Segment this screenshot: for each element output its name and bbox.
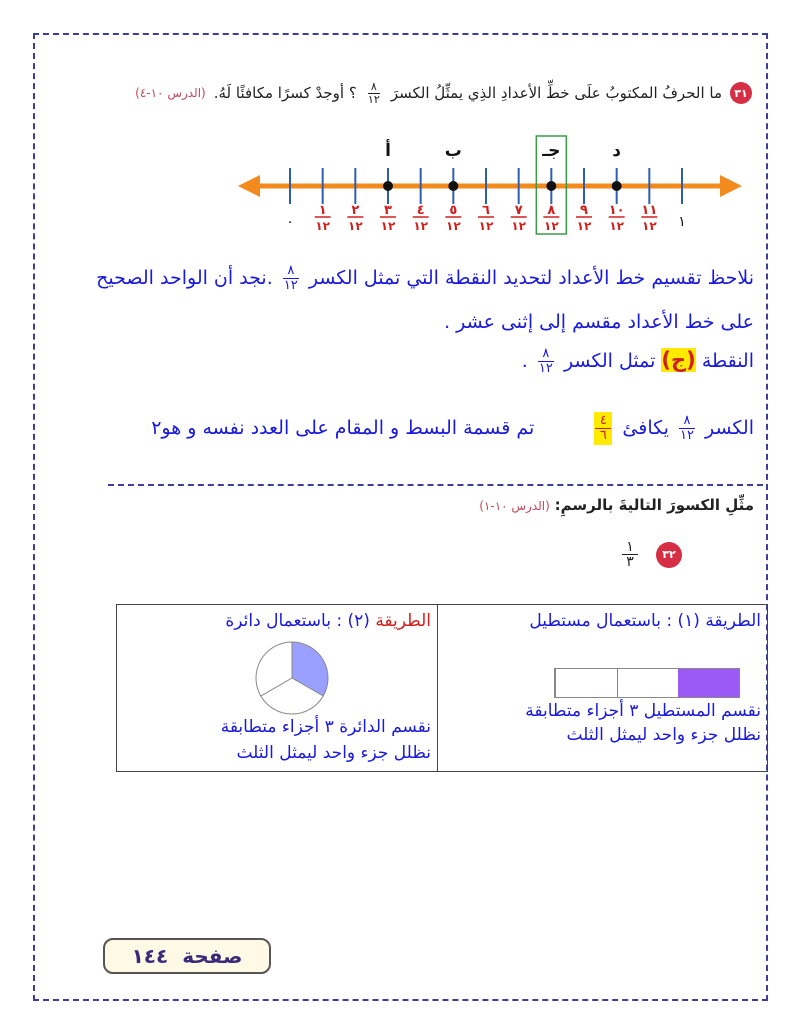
fraction-numerator: ٨	[542, 346, 550, 361]
explanation-line-4	[44, 412, 754, 445]
tick-fraction-numerator: ٦	[482, 203, 490, 218]
fraction-denominator: ١٢	[679, 428, 694, 443]
question-32-lesson: (الدرس ١٠-١)	[479, 499, 550, 513]
explanation-line-1-text: نلاحظ تقسيم خط الأعداد لتحديد النقطة التي تمثل الكسر	[308, 267, 754, 289]
method-2-title	[225, 609, 431, 633]
tick-fraction-denominator: ١٢	[544, 219, 559, 233]
tick-fraction-denominator: ١٢	[380, 219, 396, 233]
tick-fraction-numerator: ٢	[351, 203, 360, 218]
explanation-line-4-text: الكسر	[705, 417, 754, 439]
question-31-fraction	[368, 81, 380, 106]
method-1-cell	[437, 605, 767, 771]
fraction-numerator: ٨	[370, 79, 377, 93]
number-line-point	[383, 181, 393, 191]
tick-fraction-denominator: ١٢	[642, 219, 657, 233]
answer-letter: (ج)	[661, 348, 696, 372]
method-1-line-2: نظلل جزء واحد ليمثل الثلث	[566, 725, 761, 745]
method-2-cell	[117, 605, 437, 771]
explanation-fraction-2	[538, 347, 554, 376]
tick-fraction-denominator: ١٢	[348, 219, 363, 233]
question-31-header	[52, 78, 752, 108]
question-32-fraction	[622, 540, 638, 569]
explanation-fraction-3	[679, 414, 695, 443]
question-32-header-text: مثِّلِ الكسورَ التاليةَ بالرسمِ:	[554, 496, 754, 514]
equivalent-fraction	[594, 412, 612, 445]
tick-fraction-numerator: ١	[318, 203, 327, 218]
number-line	[230, 130, 750, 240]
question-31-lesson: (الدرس ١٠-٤)	[135, 86, 206, 100]
explanation-line-2: على خط الأعداد مقسم إلى إثنى عشر .	[444, 311, 754, 333]
tick-fraction-numerator: ٧	[514, 203, 523, 218]
tick-fraction-numerator: ٣	[384, 203, 392, 218]
point-letter-label: د	[612, 141, 622, 161]
page-number: ١٤٤	[131, 944, 169, 968]
page-number-badge	[103, 938, 271, 974]
fraction-numerator: ٤	[599, 413, 607, 428]
end-label: ١	[678, 214, 686, 230]
explanation-line-1	[44, 264, 754, 293]
tick-fraction-denominator: ١٢	[511, 219, 526, 233]
tick-fraction-denominator: ١٢	[315, 219, 330, 233]
fraction-denominator: ١٢	[283, 278, 298, 293]
start-label: ٠	[286, 214, 294, 230]
method-2-line-2: نظلل جزء واحد ليمثل الثلث	[236, 743, 431, 763]
method-1-line-1: نقسم المستطيل ٣ أجزاء متطابقة	[525, 701, 761, 721]
rectangle-part	[555, 669, 617, 697]
tick-fraction-numerator: ٨	[547, 203, 556, 218]
fraction-denominator: ١٢	[538, 361, 553, 376]
methods-table	[116, 604, 768, 772]
fraction-denominator: ٣	[626, 554, 634, 570]
tick-fraction-denominator: ١٢	[478, 219, 494, 233]
question-32	[618, 540, 682, 569]
point-letter-label: جـ	[542, 141, 561, 161]
tick-fraction-numerator: ١١	[641, 203, 658, 218]
divided-rectangle	[554, 668, 740, 698]
fraction-denominator: ١٢	[367, 92, 380, 106]
explanation-line-3	[44, 346, 754, 376]
tick-fraction-numerator: ٥	[449, 203, 458, 218]
tick-fraction-denominator: ١٢	[609, 219, 624, 233]
tick-fraction-denominator: ١٢	[446, 219, 461, 233]
explanation-line-1-end: .نجد أن الواحد الصحيح	[96, 267, 273, 289]
divided-circle	[253, 639, 331, 717]
method-2-title-word: الطريقة	[375, 611, 431, 631]
shaded-rectangle-part	[678, 669, 739, 697]
number-line-left-arrow	[238, 175, 260, 197]
tick-fraction-denominator: ١٢	[576, 219, 592, 233]
fraction-numerator: ٨	[287, 263, 295, 278]
rectangle-part	[617, 669, 679, 697]
question-32-number: ٣٢	[656, 542, 682, 568]
fraction-numerator: ٨	[683, 413, 691, 428]
method-2-line-1: نقسم الدائرة ٣ أجزاء متطابقة	[220, 717, 431, 737]
point-letter-label: ب	[444, 141, 462, 161]
page-label: صفحة	[182, 944, 243, 968]
tick-fraction-denominator: ١٢	[413, 219, 428, 233]
explanation-line-4-reason: تم قسمة البسط و المقام على العدد نفسه و هو٢	[151, 417, 535, 439]
tick-fraction-numerator: ٩	[580, 203, 588, 218]
question-31-text-before: ما الحرفُ المكتوبُ علَى خطِّ الأعدادِ الذِي يمثِّلُ الكسرَ	[390, 84, 722, 102]
fraction-numerator: ١	[626, 539, 634, 555]
section-divider	[108, 484, 763, 486]
explanation-line-4-equiv: يكافئ	[622, 417, 669, 439]
question-31-text-after: ؟ أوجدْ كسرًا مكافئًا لَهُ.	[213, 84, 357, 102]
fraction-denominator: ٦	[599, 428, 607, 443]
explanation-line-3-mid: تمثل الكسر	[563, 350, 656, 372]
point-letter-label: أ	[385, 141, 391, 161]
number-line-point	[448, 181, 458, 191]
question-32-header	[479, 496, 754, 514]
explanation-fraction-1	[283, 264, 299, 293]
number-line-point	[546, 181, 556, 191]
question-31-number: ٣١	[730, 82, 752, 104]
explanation-line-3-end: .	[521, 350, 528, 372]
tick-fraction-numerator: ١٠	[608, 203, 625, 218]
explanation-line-3-text: النقطة	[701, 350, 754, 372]
tick-fraction-numerator: ٤	[416, 203, 425, 218]
number-line-point	[612, 181, 622, 191]
number-line-right-arrow	[720, 175, 742, 197]
method-1-title: الطريقة (١) : باستعمال مستطيل	[529, 611, 761, 631]
method-2-title-rest: (٢) : باستعمال دائرة	[225, 611, 376, 631]
